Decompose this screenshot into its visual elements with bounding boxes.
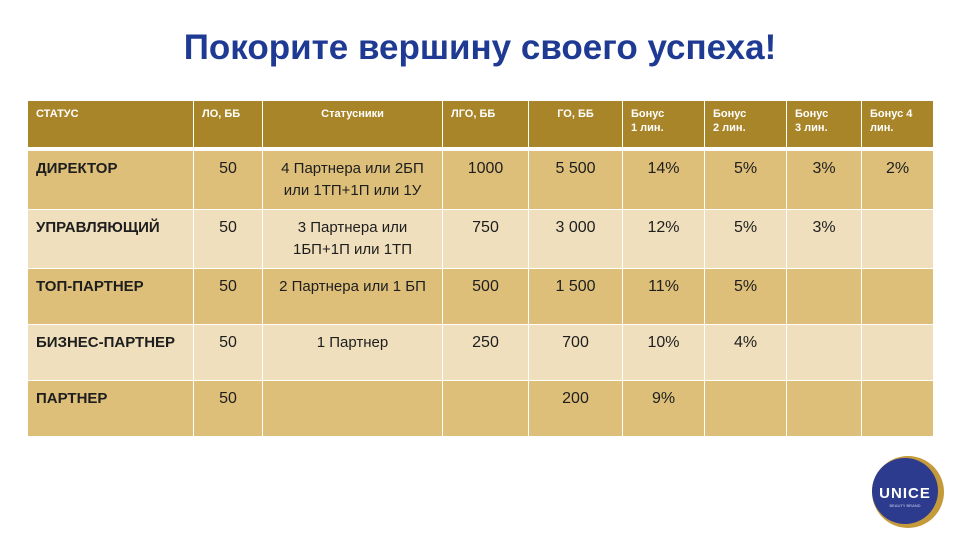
header-bonus-2: Бонус 2 лин. (705, 101, 787, 150)
header-bonus-1: Бонус 1 лин. (623, 101, 705, 150)
status-cell: ТОП-ПАРТНЕР (28, 269, 194, 325)
go-cell: 5 500 (529, 149, 623, 210)
lo-cell: 50 (194, 325, 263, 381)
statusniki-cell (263, 381, 443, 437)
bonus-3-cell (787, 325, 862, 381)
bonus-4-cell (862, 381, 934, 437)
header-statusniki: Статусники (263, 101, 443, 150)
bonus-2-cell: 5% (705, 149, 787, 210)
bonus-1-cell: 11% (623, 269, 705, 325)
header-lo: ЛО, ББ (194, 101, 263, 150)
header-bonus-3: Бонус 3 лин. (787, 101, 862, 150)
lgo-cell: 500 (443, 269, 529, 325)
unice-logo (868, 454, 948, 534)
bonus-2-cell: 5% (705, 210, 787, 269)
statusniki-cell: 1 Партнер (263, 325, 443, 381)
lo-cell: 50 (194, 269, 263, 325)
logo-subtitle: BEAUTY BRAND (889, 503, 921, 508)
table-row (28, 210, 934, 269)
bonus-3-cell (787, 381, 862, 437)
bonus-4-cell (862, 210, 934, 269)
bonus-1-cell: 12% (623, 210, 705, 269)
status-cell: УПРАВЛЯЮЩИЙ (28, 210, 194, 269)
bonus-3-cell: 3% (787, 149, 862, 210)
bonus-1-cell: 10% (623, 325, 705, 381)
go-cell: 3 000 (529, 210, 623, 269)
lo-cell: 50 (194, 149, 263, 210)
bonus-2-cell (705, 381, 787, 437)
header-go: ГО, ББ (529, 101, 623, 150)
go-cell: 200 (529, 381, 623, 437)
lo-cell: 50 (194, 210, 263, 269)
status-cell: БИЗНЕС-ПАРТНЕР (28, 325, 194, 381)
statusniki-cell: 3 Партнера или 1БП+1П или 1ТП (263, 210, 443, 269)
bonus-2-cell: 4% (705, 325, 787, 381)
table-row (28, 381, 934, 437)
bonus-4-cell (862, 269, 934, 325)
table-row (28, 325, 934, 381)
status-cell: ДИРЕКТОР (28, 149, 194, 210)
table-header-row (28, 101, 934, 150)
lgo-cell: 750 (443, 210, 529, 269)
bonus-2-cell: 5% (705, 269, 787, 325)
table-row (28, 149, 934, 210)
header-lgo: ЛГО, ББ (443, 101, 529, 150)
lo-cell: 50 (194, 381, 263, 437)
bonus-1-cell: 9% (623, 381, 705, 437)
go-cell: 700 (529, 325, 623, 381)
bonus-4-cell (862, 325, 934, 381)
header-status: СТАТУС (28, 101, 194, 150)
bonus-3-cell (787, 269, 862, 325)
bonus-4-cell: 2% (862, 149, 934, 210)
lgo-cell: 1000 (443, 149, 529, 210)
go-cell: 1 500 (529, 269, 623, 325)
statusniki-cell: 4 Партнера или 2БП или 1ТП+1П или 1У (263, 149, 443, 210)
logo-word: UNICE (879, 485, 931, 502)
statusniki-cell: 2 Партнера или 1 БП (263, 269, 443, 325)
bonus-1-cell: 14% (623, 149, 705, 210)
header-bonus-4: Бонус 4 лин. (862, 101, 934, 150)
bonus-3-cell: 3% (787, 210, 862, 269)
status-table (27, 100, 934, 437)
page-title: Покорите вершину своего успеха! (183, 28, 777, 67)
lgo-cell: 250 (443, 325, 529, 381)
table-row (28, 269, 934, 325)
status-cell: ПАРТНЕР (28, 381, 194, 437)
lgo-cell (443, 381, 529, 437)
